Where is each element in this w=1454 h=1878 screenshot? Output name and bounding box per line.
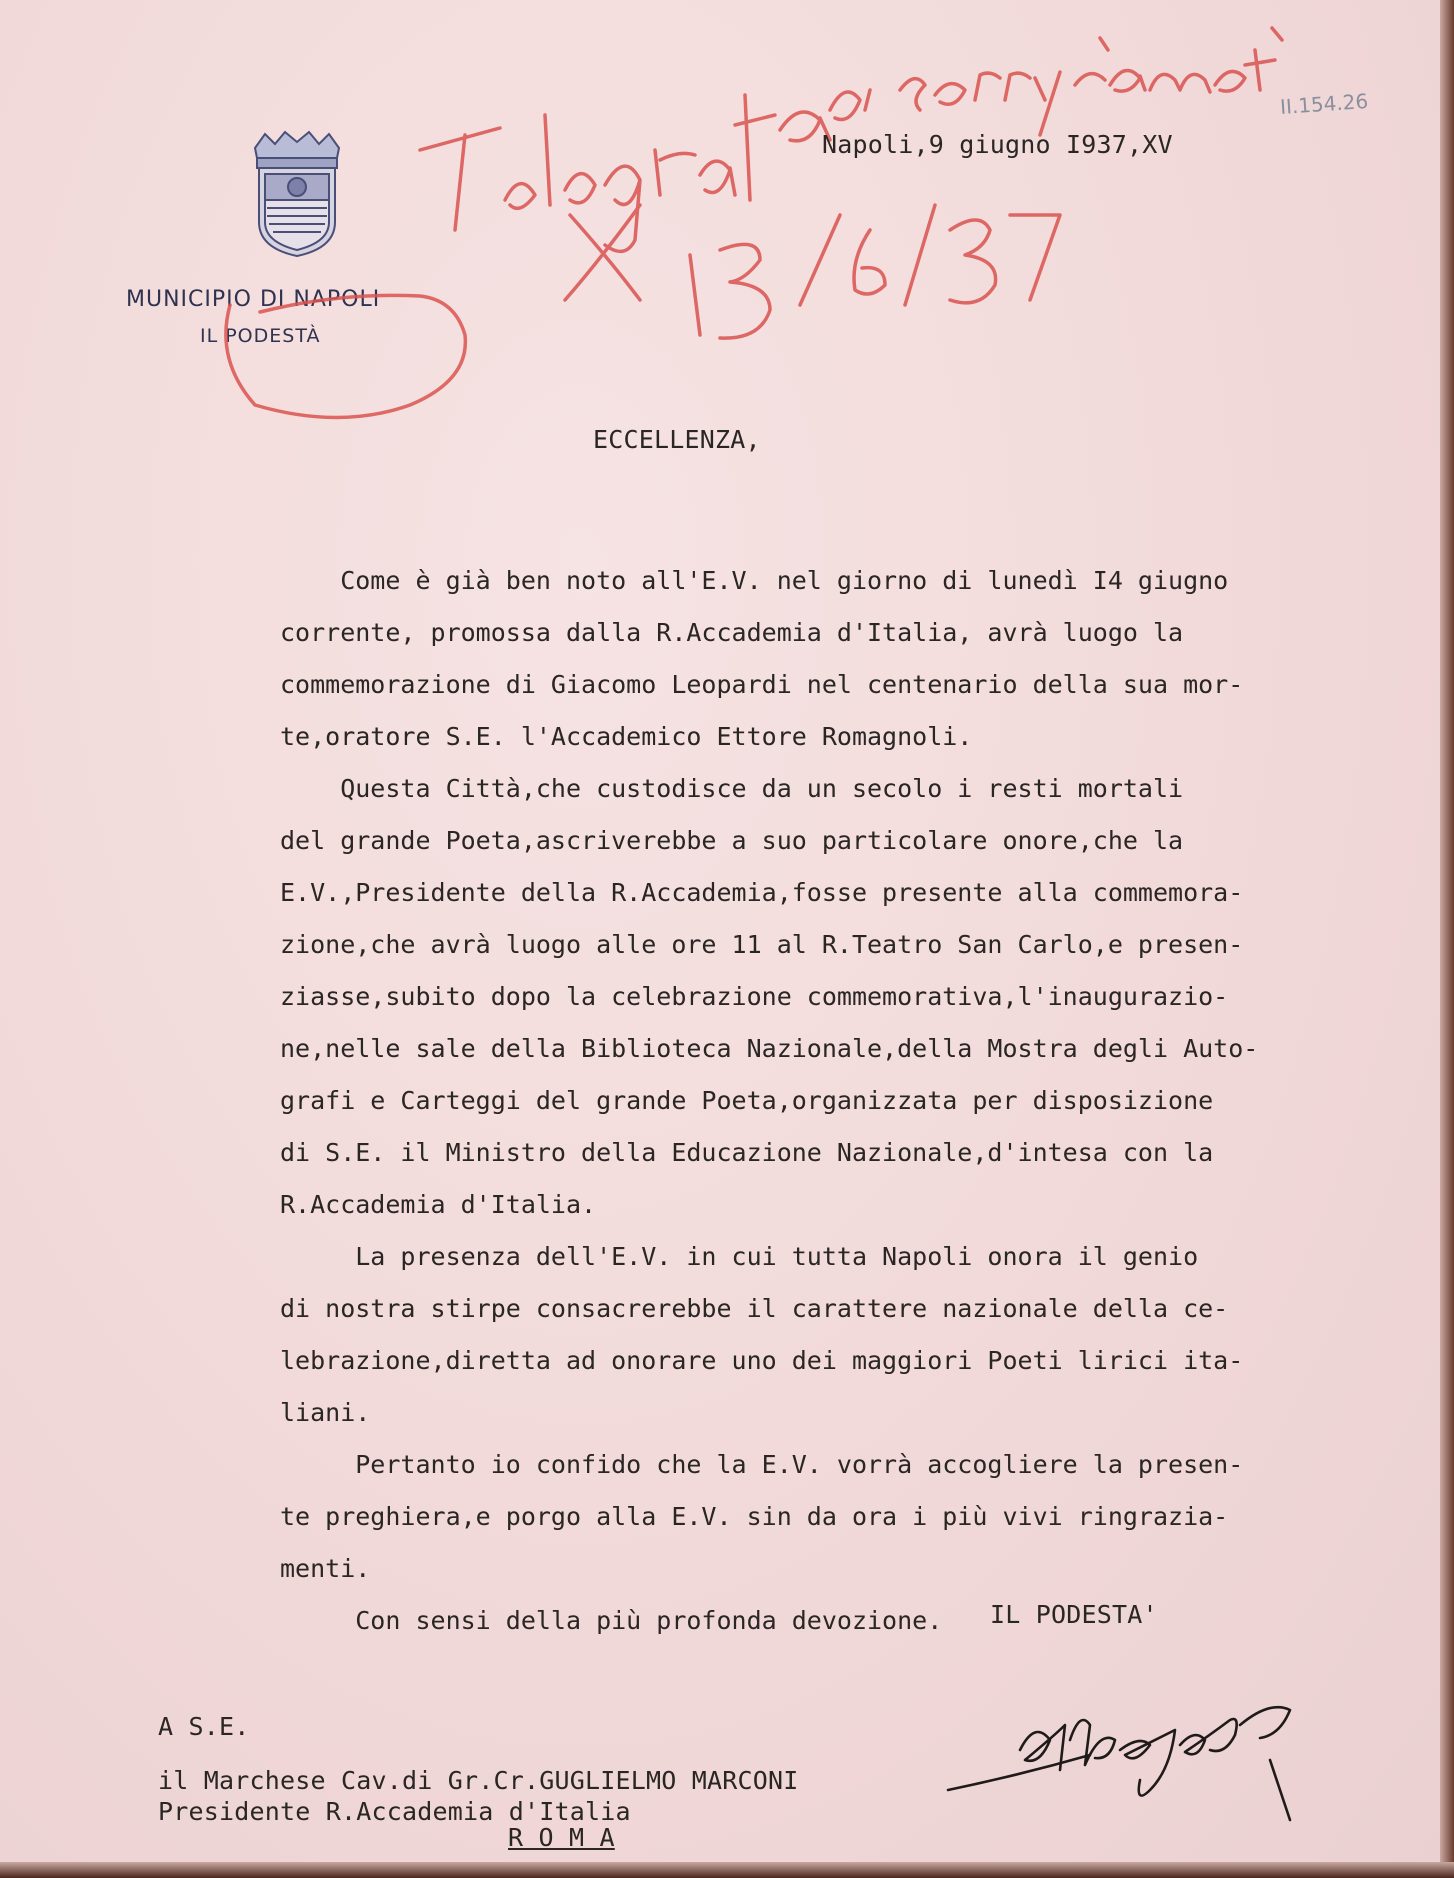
signature-title: IL PODESTA' <box>990 1600 1158 1629</box>
recipient-line-1: A S.E. <box>158 1712 250 1741</box>
date-line: Napoli,9 giugno I937,XV <box>822 130 1173 159</box>
body-line: grafi e Carteggi del grande Poeta,organizzata per disposizione <box>280 1086 1214 1115</box>
body-line: ziasse,subito dopo la celebrazione commemorativa,l'inaugurazio- <box>280 982 1229 1011</box>
body-line: del grande Poeta,ascriverebbe a suo particolare onore,che la <box>280 826 1184 855</box>
archive-reference: II.154.26 <box>1279 88 1369 120</box>
page-edge-bottom <box>0 1862 1454 1878</box>
body-line: zione,che avrà luogo alle ore 11 al R.Teatro San Carlo,e presen- <box>280 930 1244 959</box>
recipient-line-3: Presidente R.Accademia d'Italia <box>158 1797 631 1826</box>
body-line: commemorazione di Giacomo Leopardi nel centenario della sua mor- <box>280 670 1244 699</box>
body-line: liani. <box>280 1398 371 1427</box>
letterhead-municipio: MUNICIPIO DI NAPOLI <box>126 287 381 312</box>
letter-body <box>280 555 1430 1647</box>
body-line: di nostra stirpe consacrerebbe il carattere nazionale della ce- <box>280 1294 1229 1323</box>
recipient-line-2: il Marchese Cav.di Gr.Cr.GUGLIELMO MARCONI <box>158 1766 799 1795</box>
body-line: te,oratore S.E. l'Accademico Ettore Romagnoli. <box>280 722 973 751</box>
body-line: La presenza dell'E.V. in cui tutta Napoli onora il genio <box>280 1242 1199 1271</box>
body-line: Come è già ben noto all'E.V. nel giorno di lunedì I4 giugno <box>280 566 1229 595</box>
body-line: menti. <box>280 1554 371 1583</box>
body-line: E.V.,Presidente della R.Accademia,fosse presente alla commemora- <box>280 878 1244 907</box>
body-line: corrente, promossa dalla R.Accademia d'Italia, avrà luogo la <box>280 618 1184 647</box>
body-line: Questa Città,che custodisce da un secolo i resti mortali <box>280 774 1184 803</box>
body-line: ne,nelle sale della Biblioteca Nazionale,della Mostra degli Auto- <box>280 1034 1259 1063</box>
page-edge-right <box>1440 0 1454 1878</box>
letterhead-podesta: IL PODESTÀ <box>200 325 321 347</box>
salutation: ECCELLENZA, <box>593 425 761 454</box>
red-pencil-annotation <box>0 0 1454 460</box>
body-line: te preghiera,e porgo alla E.V. sin da ora i più vivi ringrazia- <box>280 1502 1229 1531</box>
signature-drawing <box>940 1680 1370 1830</box>
body-line: R.Accademia d'Italia. <box>280 1190 597 1219</box>
recipient-city: R O M A <box>508 1823 615 1852</box>
body-line: Pertanto io confido che la E.V. vorrà accogliere la presen- <box>280 1450 1244 1479</box>
body-line: lebrazione,diretta ad onorare uno dei maggiori Poeti lirici ita- <box>280 1346 1244 1375</box>
body-line: di S.E. il Ministro della Educazione Nazionale,d'intesa con la <box>280 1138 1214 1167</box>
body-line: Con sensi della più profonda devozione. <box>280 1606 943 1635</box>
